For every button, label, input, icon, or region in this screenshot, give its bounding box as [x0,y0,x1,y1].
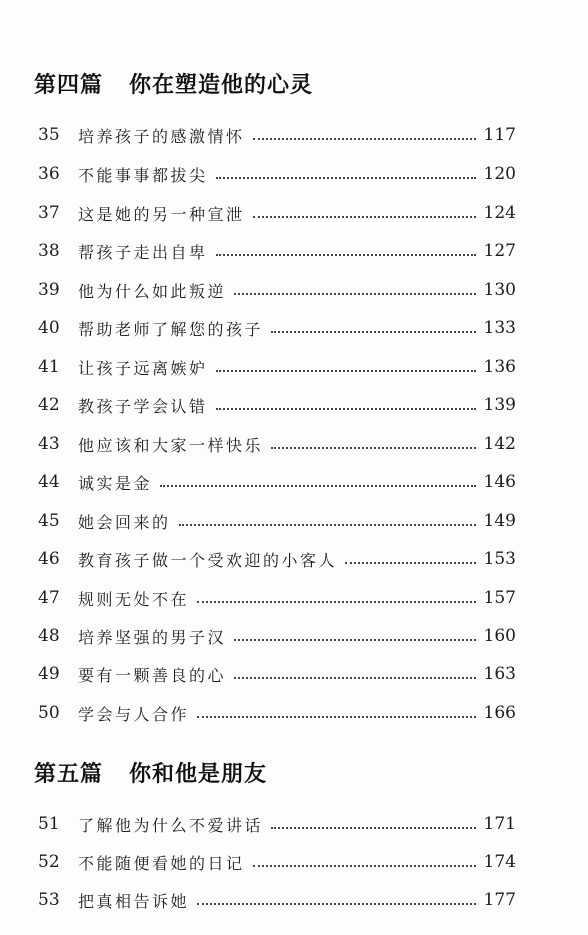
entry-number: 49 [38,664,60,684]
entry-number: 43 [38,434,60,454]
entry-page: 146 [483,472,516,492]
entry-page: 124 [483,203,516,223]
entry-page: 127 [483,241,516,261]
dot-leader [345,561,476,564]
toc-entry[interactable] [38,430,516,458]
dot-leader [253,137,476,140]
section-number: 第四篇 [34,73,104,98]
entry-number: 35 [38,125,60,145]
toc-entry[interactable] [38,545,516,573]
entry-title: 帮助老师了解您的孩子 [78,319,264,339]
entry-number: 38 [38,241,60,261]
dot-leader [253,864,476,867]
entry-number: 41 [38,357,60,377]
entry-number: 37 [38,203,60,223]
entry-page: 117 [483,125,516,145]
dot-leader [253,215,476,218]
entry-page: 157 [483,588,516,608]
entry-page: 177 [483,890,516,910]
entry-page: 136 [483,357,516,377]
section-number: 第五篇 [34,762,104,787]
dot-leader [216,176,476,179]
entry-title: 他应该和大家一样快乐 [78,435,264,455]
entry-number: 44 [38,472,60,492]
section-title [34,757,267,788]
dot-leader [197,600,476,603]
entry-title: 把真相告诉她 [78,891,190,911]
toc-entry[interactable] [38,699,516,727]
entry-page: 133 [483,318,516,338]
entry-number: 47 [38,588,60,608]
entry-page: 139 [483,395,516,415]
toc-entry[interactable] [38,160,516,188]
toc-entry[interactable] [38,237,516,265]
entry-page: 160 [483,626,516,646]
entry-number: 50 [38,703,60,723]
entry-number: 40 [38,318,60,338]
dot-leader [271,446,476,449]
toc-entry[interactable] [38,276,516,304]
dot-leader [234,676,476,679]
entry-title: 不能随便看她的日记 [78,853,245,873]
entry-page: 142 [483,434,516,454]
section-name: 你在塑造他的心灵 [129,73,314,98]
dot-leader [234,292,476,295]
section-name: 你和他是朋友 [129,762,268,787]
entry-number: 45 [38,511,60,531]
dot-leader [179,523,476,526]
dot-leader [216,369,476,372]
dot-leader [197,902,476,905]
entry-number: 51 [38,814,60,834]
toc-entry[interactable] [38,391,516,419]
entry-title: 让孩子远离嫉妒 [78,358,208,378]
toc-entry[interactable] [38,848,516,876]
dot-leader [216,253,476,256]
entry-number: 48 [38,626,60,646]
entry-page: 171 [483,814,516,834]
toc-entry[interactable] [38,810,516,838]
entry-title: 培养坚强的男子汉 [78,627,227,647]
toc-entry[interactable] [38,121,516,149]
entry-title: 学会与人合作 [78,704,190,724]
dot-leader [197,715,476,718]
entry-page: 153 [483,549,516,569]
toc-entry[interactable] [38,468,516,496]
entry-number: 52 [38,852,60,872]
toc-entry[interactable] [38,314,516,342]
toc-entry[interactable] [38,660,516,688]
entry-title: 教孩子学会认错 [78,396,208,416]
dot-leader [160,484,476,487]
toc-entry[interactable] [38,353,516,381]
entry-page: 120 [483,164,516,184]
toc-entry[interactable] [38,507,516,535]
entry-title: 教育孩子做一个受欢迎的小客人 [78,550,338,570]
entry-page: 163 [483,664,516,684]
entry-title: 要有一颗善良的心 [78,665,227,685]
entry-title: 他为什么如此叛逆 [78,281,227,301]
toc-entry[interactable] [38,584,516,612]
dot-leader [216,407,476,410]
entry-number: 36 [38,164,60,184]
entry-number: 39 [38,280,60,300]
entry-title: 规则无处不在 [78,589,190,609]
toc-entry[interactable] [38,622,516,650]
entry-number: 53 [38,890,60,910]
entry-title: 培养孩子的感激情怀 [78,126,245,146]
entry-page: 149 [483,511,516,531]
entry-page: 166 [483,703,516,723]
toc-entry[interactable] [38,886,516,914]
entry-number: 42 [38,395,60,415]
section-title [34,68,313,99]
dot-leader [234,638,476,641]
toc-entry[interactable] [38,199,516,227]
entry-page: 130 [483,280,516,300]
entry-title: 诚实是金 [78,473,153,493]
entry-title: 帮孩子走出自卑 [78,242,208,262]
entry-title: 她会回来的 [78,512,171,532]
entry-page: 174 [483,852,516,872]
entry-title: 了解他为什么不爱讲话 [78,815,264,835]
dot-leader [271,330,476,333]
dot-leader [271,826,476,829]
entry-number: 46 [38,549,60,569]
entry-title: 这是她的另一种宣泄 [78,204,245,224]
entry-title: 不能事事都拔尖 [78,165,208,185]
